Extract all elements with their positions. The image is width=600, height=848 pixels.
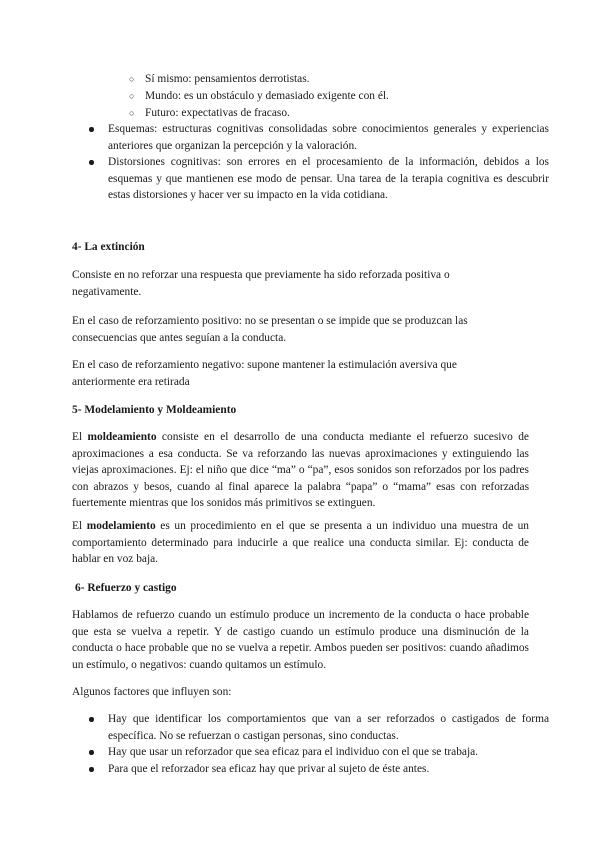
bullet-text: Distorsiones cognitivas: son errores en el procesamiento de la información, debidos a los esquemas y que mantienen ese modo de pensar. Una tarea de la terapia cognitiva es descubrir estas distorsiones y hacer ver su impacto en la vida cotidiana. [108,156,549,202]
section-heading-modelamiento: 5- Modelamiento y Moldeamiento [72,404,237,416]
paragraph-prefix: El [72,431,88,443]
section-heading-refuerzo: 6- Refuerzo y castigo [75,582,177,594]
bullet-icon [89,717,94,722]
bullet-icon [89,127,94,132]
paragraph-prefix: El [72,520,87,532]
bullet-text: Hay que identificar los comportamientos que van a ser reforzados o castigados de forma específica. No se refuerzan o castigan personas, sino conductas. [108,713,549,742]
paragraph: Hablamos de refuerzo cuando un estímulo produce un incremento de la conducta o hace probable que esta se vuelva a repetir. Y de castigo cuando un estímulo produce una disminución de la conducta o hace probable que no se vuelva a repetir. Ambos pueden ser positivos: cuando añadimos un estímulo, o negativos: cuando quitamos un estímulo. [72,609,529,671]
paragraph: En el caso de reforzamiento negativo: supone mantener la estimulación aversiva que anteriormente era retirada [72,359,457,388]
term-modelamiento: modelamiento [86,520,156,532]
circle-bullet-icon: ○ [129,74,135,84]
sub-list-text: Sí mismo: pensamientos derrotistas. [145,73,310,85]
paragraph-moldeamiento [72,429,529,512]
sub-list-text: Mundo: es un obstáculo y demasiado exigente con él. [145,90,389,102]
term-moldeamiento: moldeamiento [87,431,157,443]
circle-bullet-icon: ○ [129,91,135,101]
bullet-icon [89,767,94,772]
paragraph: En el caso de reforzamiento positivo: no se presentan o se impide que se produzcan las consecuencias que antes seguían a la conducta. [72,315,468,344]
bullet-icon [89,750,94,755]
bullet-text: Para que el reforzador sea eficaz hay que privar al sujeto de éste antes. [108,763,430,775]
bullet-text: Esquemas: estructuras cognitivas consolidadas sobre conocimientos generales y experiencias anteriores que organizan la percepción y la valoración. [108,123,549,152]
paragraph-modelamiento [72,518,529,568]
circle-bullet-icon: ○ [129,108,135,118]
section-heading-extincion: 4- La extinción [72,241,145,253]
sub-list-text: Futuro: expectativas de fracaso. [145,107,290,119]
bullet-text: Hay que usar un reforzador que sea eficaz para el individuo con el que se trabaja. [108,746,479,758]
paragraph-text: consiste en el desarrollo de una conducta mediante el refuerzo sucesivo de aproximaciones a esa conducta. Se va reforzando las nuevas aproximaciones y extinguiendo las viejas aproximaciones. Ej: el niño que dice “ma” o “pa”, esos sonidos son reforzados por los padres con abrazos y besos, cuando al final aparece la palabra “papa” o “mama” esas con reforzadas fuertemente mientras que los sonidos más primitivos se extinguen. [72,431,529,510]
paragraph-text: es un procedimiento en el que se presenta a un individuo una muestra de un comportamiento determinado para inducirle a que realice una conducta similar. Ej: conducta de hablar en voz baja. [72,520,529,566]
paragraph: Algunos factores que influyen son: [72,686,232,698]
bullet-icon [89,160,94,165]
paragraph: Consiste en no reforzar una respuesta que previamente ha sido reforzada positiva o negativamente. [72,269,450,298]
